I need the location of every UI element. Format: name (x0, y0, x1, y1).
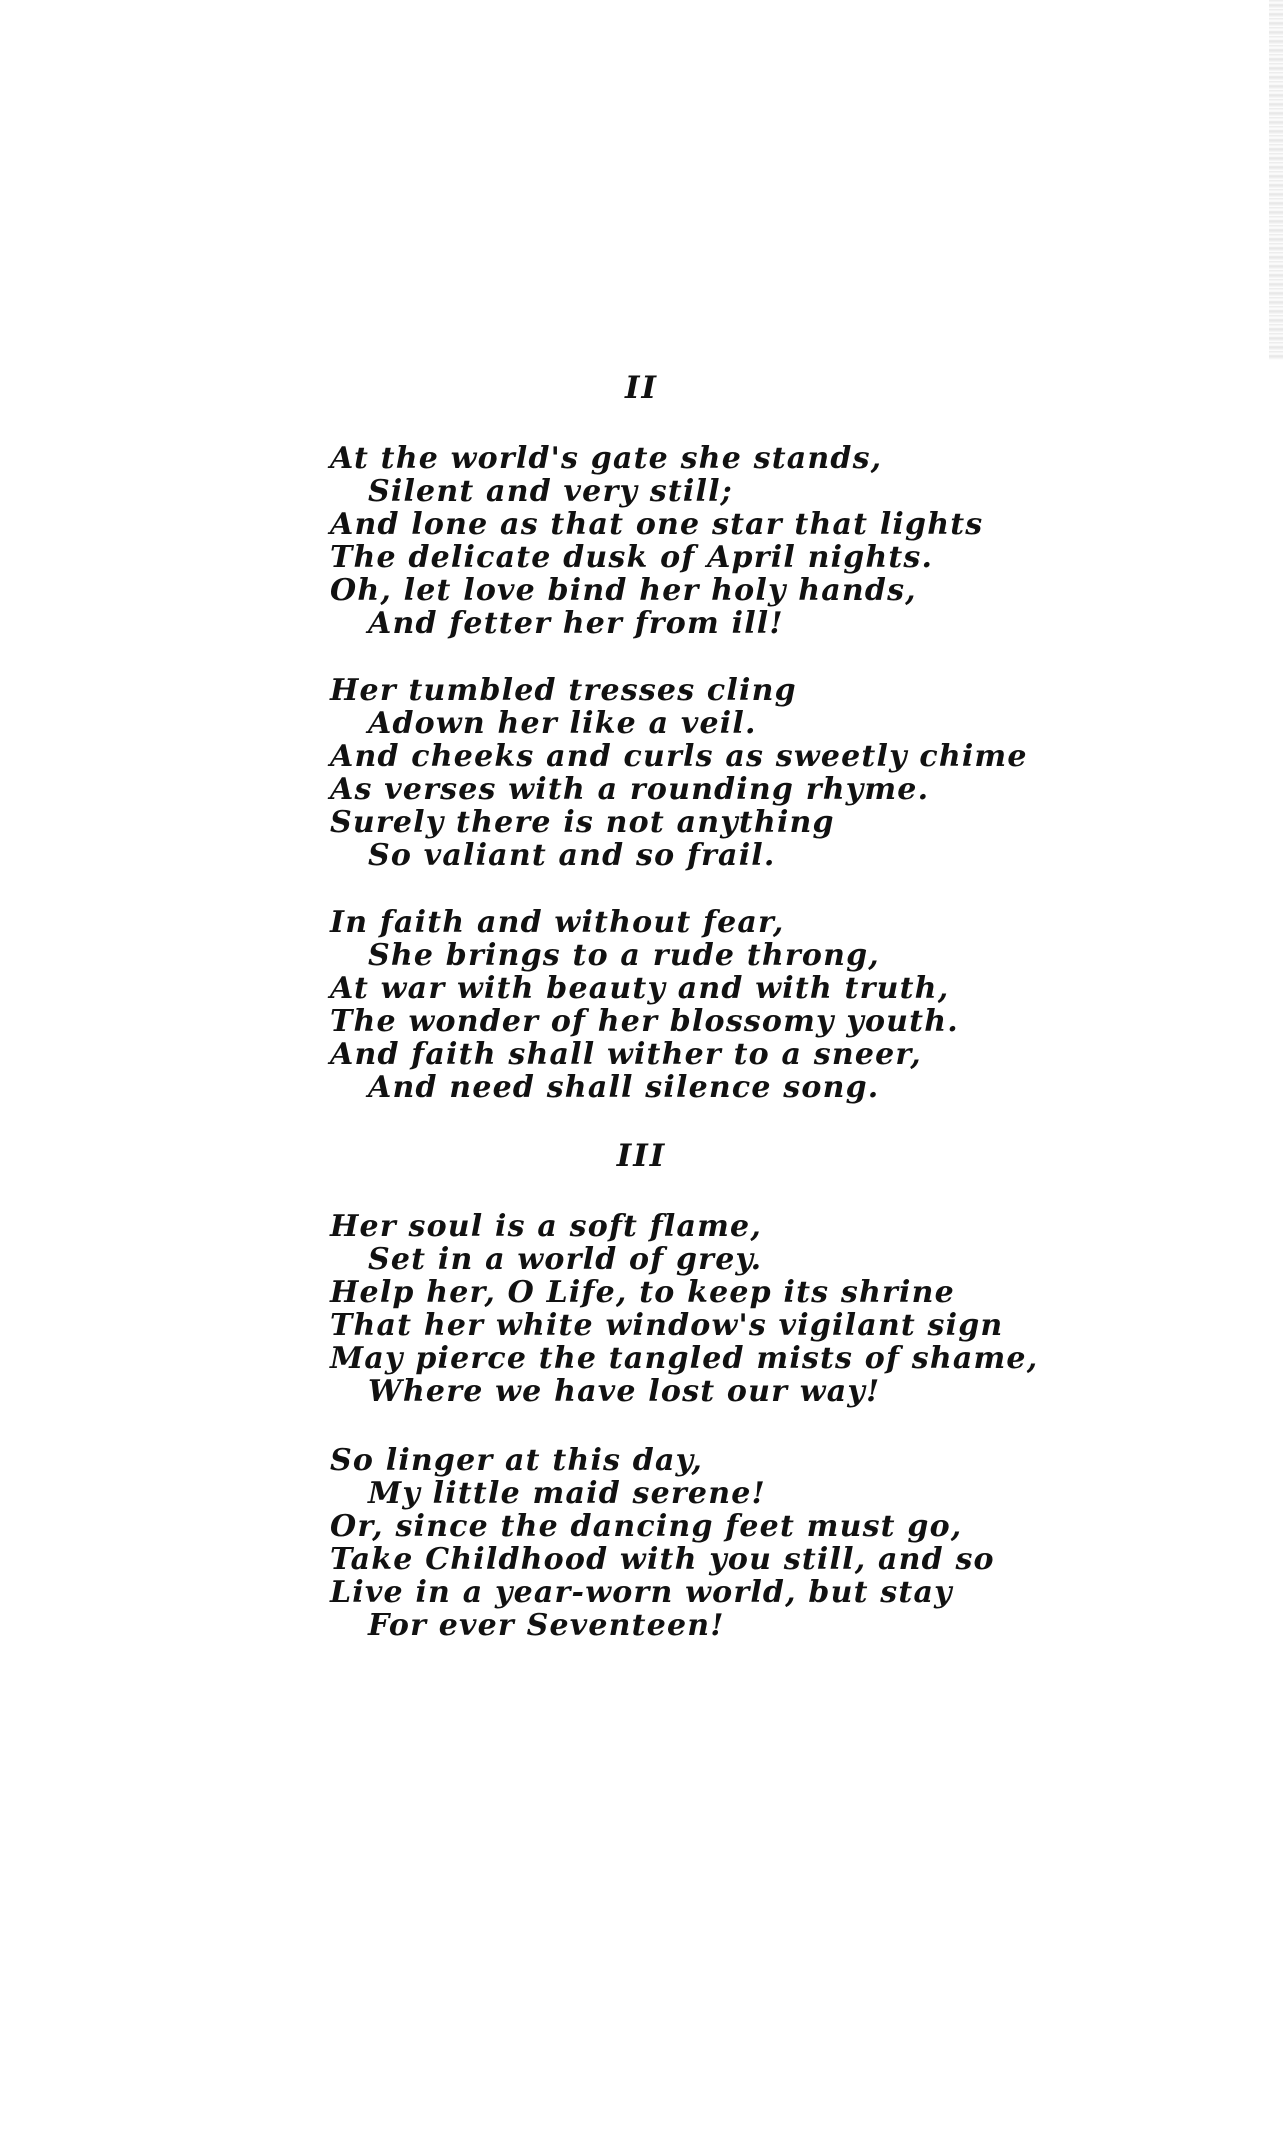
stanza-4 (330, 1210, 1038, 1408)
poem-line: That her white window's vigilant sign (330, 1308, 1004, 1343)
poem-line: Her tumbled tresses cling (330, 673, 797, 708)
poem-line: So valiant and so frail. (368, 838, 776, 873)
stanza-2 (330, 674, 1028, 872)
poem-line: Take Childhood with you still, and so (330, 1542, 995, 1577)
poem-line: Surely there is not anything (330, 805, 835, 840)
poem-line: In faith and without fear, (330, 905, 785, 940)
poem-line: Oh, let love bind her holy hands, (330, 573, 917, 608)
poem-line: The delicate dusk of April nights. (330, 540, 934, 575)
poem-line: And lone as that one star that lights (330, 507, 984, 542)
poem-line: She brings to a rude throng, (368, 938, 880, 973)
poem-line: Her soul is a soft flame, (330, 1209, 762, 1244)
poem-line: Help her, O Life, to keep its shrine (330, 1275, 955, 1310)
section-heading-ii: II (624, 370, 658, 406)
poem-line: Where we have lost our way! (368, 1374, 881, 1409)
poem-line: And need shall silence song. (368, 1070, 880, 1105)
poem-line: As verses with a rounding rhyme. (330, 772, 930, 807)
poem-line: At war with beauty and with truth, (330, 971, 950, 1006)
poem-line: For ever Seventeen! (368, 1608, 725, 1643)
poem-line: And cheeks and curls as sweetly chime (330, 739, 1028, 774)
poem-line: And fetter her from ill! (368, 606, 784, 641)
poem-line: Live in a year-worn world, but stay (330, 1575, 953, 1610)
stanza-1 (330, 442, 983, 640)
poem-line: My little maid serene! (368, 1476, 766, 1511)
poem-line: Adown her like a veil. (368, 706, 757, 741)
stanza-5 (330, 1444, 995, 1642)
poem-line: Silent and very still; (368, 474, 733, 509)
poem-line: May pierce the tangled mists of shame, (330, 1341, 1039, 1376)
section-heading-iii: III (616, 1138, 667, 1174)
poem-line: Set in a world of grey. (368, 1242, 763, 1277)
poem-line: Or, since the dancing feet must go, (330, 1509, 963, 1544)
poem-line: So linger at this day, (330, 1443, 703, 1478)
poem-line: At the world's gate she stands, (330, 441, 883, 476)
page-edge-speckle (1269, 0, 1283, 360)
poem-line: The wonder of her blossomy youth. (330, 1004, 959, 1039)
stanza-3 (330, 906, 959, 1104)
poem-line: And faith shall wither to a sneer, (330, 1037, 922, 1072)
